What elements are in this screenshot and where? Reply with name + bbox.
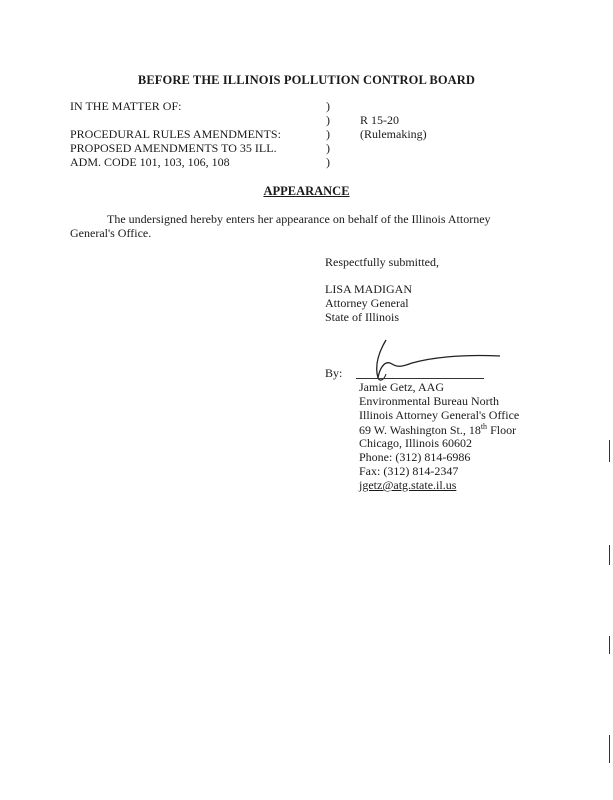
caption-paren: ) — [326, 155, 330, 169]
caption-line-1: PROCEDURAL RULES AMENDMENTS: — [70, 127, 281, 141]
scan-margin-mark — [609, 545, 610, 565]
signer-office: Illinois Attorney General's Office — [359, 408, 520, 422]
body-line-1: The undersigned hereby enters her appearance on behalf of the Illinois Attorney — [107, 212, 491, 226]
caption-paren: ) — [326, 99, 330, 113]
signer-email[interactable]: jgetz@atg.state.il.us — [359, 478, 457, 492]
scan-margin-mark — [609, 636, 610, 654]
state-name: State of Illinois — [325, 310, 399, 324]
attorney-general-name: LISA MADIGAN — [325, 282, 412, 296]
caption-line-2: PROPOSED AMENDMENTS TO 35 ILL. — [70, 141, 277, 155]
case-number: R 15-20 — [360, 113, 399, 127]
body-line-2: General's Office. — [70, 226, 152, 240]
signer-address: 69 W. Washington St., 18th Floor — [359, 422, 517, 437]
caption-line-3: ADM. CODE 101, 103, 106, 108 — [70, 155, 230, 169]
case-type: (Rulemaking) — [360, 127, 427, 141]
signer-city: Chicago, Illinois 60602 — [359, 436, 472, 450]
appearance-heading: APPEARANCE — [263, 184, 350, 198]
handwritten-signature — [350, 336, 510, 384]
respectfully-submitted: Respectfully submitted, — [325, 255, 439, 269]
signer-name: Jamie Getz, AAG — [359, 380, 444, 394]
signer-phone: Phone: (312) 814-6986 — [359, 450, 471, 464]
scan-margin-mark — [609, 735, 610, 763]
matter-label: IN THE MATTER OF: — [70, 99, 182, 113]
signature-line — [356, 378, 484, 379]
by-label: By: — [325, 366, 343, 380]
caption-paren: ) — [326, 113, 330, 127]
scan-margin-mark — [609, 440, 610, 462]
caption-paren: ) — [326, 127, 330, 141]
signer-bureau: Environmental Bureau North — [359, 394, 499, 408]
document-title: BEFORE THE ILLINOIS POLLUTION CONTROL BOARD — [137, 73, 476, 87]
attorney-general-title: Attorney General — [325, 296, 409, 310]
caption-paren: ) — [326, 141, 330, 155]
signer-fax: Fax: (312) 814-2347 — [359, 464, 459, 478]
